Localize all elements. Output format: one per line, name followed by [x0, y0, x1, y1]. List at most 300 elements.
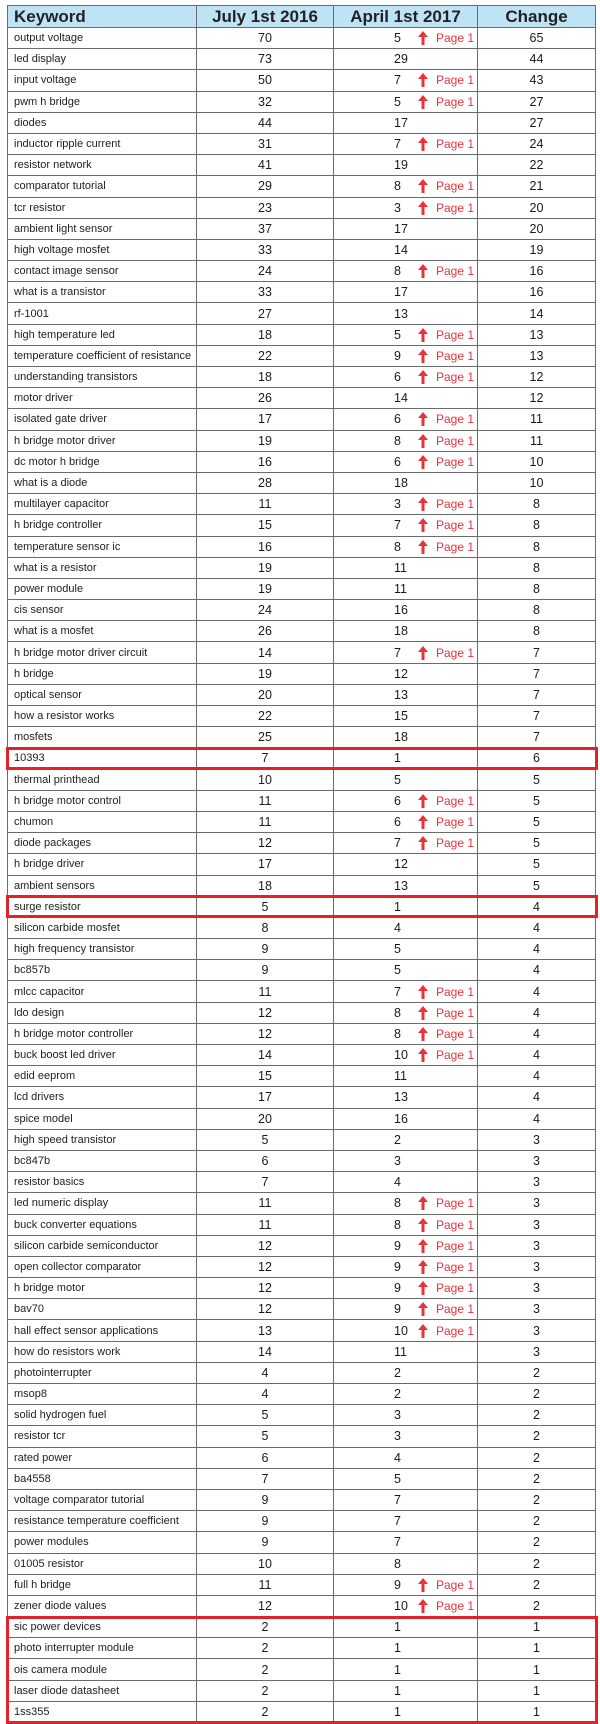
keyword-cell: h bridge controller	[8, 515, 197, 536]
keyword-cell: pwm h bridge	[8, 91, 197, 112]
july-2016-rank-cell: 11	[197, 494, 334, 515]
change-cell: 5	[478, 769, 596, 790]
april-2017-rank-cell	[334, 367, 478, 388]
page1-badge-label: Page 1	[436, 1281, 475, 1296]
up-arrow-icon	[418, 31, 428, 45]
change-cell: 2	[478, 1405, 596, 1426]
april-2017-rank-value: 8	[394, 539, 401, 554]
april-2017-rank-value: 2	[394, 1387, 401, 1402]
april-2017-rank-value: 17	[394, 285, 408, 300]
april-2017-rank-cell	[334, 1384, 478, 1405]
header-change: Change	[478, 6, 596, 28]
july-2016-rank-cell: 19	[197, 430, 334, 451]
july-2016-rank-cell: 7	[197, 748, 334, 769]
table-row	[8, 515, 596, 536]
change-cell: 8	[478, 536, 596, 557]
table-row	[8, 70, 596, 91]
april-2017-rank-value: 18	[394, 476, 408, 491]
change-cell: 3	[478, 1278, 596, 1299]
page1-badge	[418, 1006, 474, 1020]
keyword-cell: ambient light sensor	[8, 218, 197, 239]
table-row	[8, 49, 596, 70]
table-row	[8, 663, 596, 684]
table-row	[8, 388, 596, 409]
table-row	[8, 917, 596, 938]
table-body	[8, 28, 596, 1723]
july-2016-rank-cell: 2	[197, 1638, 334, 1659]
july-2016-rank-cell: 22	[197, 345, 334, 366]
page1-badge-label: Page 1	[436, 1302, 475, 1317]
april-2017-rank-value: 9	[394, 1577, 401, 1592]
change-cell: 2	[478, 1489, 596, 1510]
april-2017-rank-cell	[334, 727, 478, 748]
april-2017-rank-value: 6	[394, 370, 401, 385]
table-row	[8, 197, 596, 218]
change-cell: 5	[478, 811, 596, 832]
keyword-cell: spice model	[8, 1108, 197, 1129]
april-2017-rank-cell	[334, 896, 478, 917]
up-arrow-icon	[418, 1218, 428, 1232]
april-2017-rank-value: 6	[394, 815, 401, 830]
change-cell: 2	[478, 1511, 596, 1532]
july-2016-rank-cell: 11	[197, 1574, 334, 1595]
april-2017-rank-cell	[334, 388, 478, 409]
july-2016-rank-cell: 2	[197, 1701, 334, 1722]
april-2017-rank-cell	[334, 1680, 478, 1701]
april-2017-rank-cell	[334, 833, 478, 854]
july-2016-rank-cell: 27	[197, 303, 334, 324]
table-row	[8, 1002, 596, 1023]
april-2017-rank-cell	[334, 706, 478, 727]
july-2016-rank-cell: 12	[197, 1002, 334, 1023]
keyword-cell: how do resistors work	[8, 1341, 197, 1362]
change-cell: 2	[478, 1553, 596, 1574]
july-2016-rank-cell: 23	[197, 197, 334, 218]
up-arrow-icon	[418, 434, 428, 448]
april-2017-rank-value: 7	[394, 137, 401, 152]
change-cell: 43	[478, 70, 596, 91]
page1-badge	[418, 31, 474, 45]
change-cell: 1	[478, 1701, 596, 1722]
keyword-cell: contact image sensor	[8, 261, 197, 282]
table-row	[8, 896, 596, 917]
keyword-cell: h bridge motor driver	[8, 430, 197, 451]
page1-badge	[418, 434, 474, 448]
july-2016-rank-cell: 20	[197, 684, 334, 705]
july-2016-rank-cell: 50	[197, 70, 334, 91]
keyword-cell: what is a resistor	[8, 557, 197, 578]
table-row	[8, 600, 596, 621]
april-2017-rank-cell	[334, 1087, 478, 1108]
change-cell: 65	[478, 28, 596, 49]
change-cell: 5	[478, 854, 596, 875]
april-2017-rank-value: 13	[394, 878, 408, 893]
table-row	[8, 854, 596, 875]
april-2017-rank-cell	[334, 600, 478, 621]
april-2017-rank-cell	[334, 1172, 478, 1193]
change-cell: 7	[478, 727, 596, 748]
keyword-cell: bc847b	[8, 1150, 197, 1171]
change-cell: 2	[478, 1384, 596, 1405]
table-row	[8, 176, 596, 197]
april-2017-rank-cell	[334, 854, 478, 875]
april-2017-rank-value: 9	[394, 1281, 401, 1296]
up-arrow-icon	[418, 1260, 428, 1274]
page1-badge	[418, 1027, 474, 1041]
table-row	[8, 769, 596, 790]
table-row	[8, 261, 596, 282]
table-row	[8, 430, 596, 451]
april-2017-rank-cell	[334, 218, 478, 239]
april-2017-rank-cell	[334, 1108, 478, 1129]
table-row	[8, 282, 596, 303]
july-2016-rank-cell: 19	[197, 557, 334, 578]
keyword-cell: buck converter equations	[8, 1214, 197, 1235]
change-cell: 3	[478, 1129, 596, 1150]
page1-badge-label: Page 1	[436, 1217, 475, 1232]
change-cell: 22	[478, 155, 596, 176]
april-2017-rank-value: 6	[394, 793, 401, 808]
table-row	[8, 1553, 596, 1574]
up-arrow-icon	[418, 179, 428, 193]
change-cell: 2	[478, 1595, 596, 1616]
july-2016-rank-cell: 4	[197, 1384, 334, 1405]
keyword-cell: multilayer capacitor	[8, 494, 197, 515]
july-2016-rank-cell: 7	[197, 1172, 334, 1193]
april-2017-rank-cell	[334, 70, 478, 91]
change-cell: 8	[478, 621, 596, 642]
keyword-cell: ldo design	[8, 1002, 197, 1023]
table-row	[8, 642, 596, 663]
change-cell: 8	[478, 600, 596, 621]
up-arrow-icon	[418, 836, 428, 850]
change-cell: 7	[478, 642, 596, 663]
april-2017-rank-value: 8	[394, 179, 401, 194]
april-2017-rank-cell	[334, 1638, 478, 1659]
keyword-cell: full h bridge	[8, 1574, 197, 1595]
keyword-cell: rated power	[8, 1447, 197, 1468]
april-2017-rank-value: 8	[394, 1005, 401, 1020]
keyword-cell: ambient sensors	[8, 875, 197, 896]
table-row	[8, 1299, 596, 1320]
keyword-cell: diode packages	[8, 833, 197, 854]
july-2016-rank-cell: 12	[197, 1278, 334, 1299]
page1-badge-label: Page 1	[436, 370, 475, 385]
april-2017-rank-cell	[334, 1045, 478, 1066]
change-cell: 7	[478, 663, 596, 684]
keyword-cell: resistor basics	[8, 1172, 197, 1193]
july-2016-rank-cell: 24	[197, 600, 334, 621]
page1-badge-label: Page 1	[436, 1259, 475, 1274]
page1-badge	[418, 1260, 474, 1274]
table-row	[8, 536, 596, 557]
change-cell: 3	[478, 1193, 596, 1214]
table-row	[8, 218, 596, 239]
change-cell: 2	[478, 1447, 596, 1468]
july-2016-rank-cell: 12	[197, 1235, 334, 1256]
table-row	[8, 939, 596, 960]
july-2016-rank-cell: 11	[197, 981, 334, 1002]
change-cell: 4	[478, 1066, 596, 1087]
april-2017-rank-value: 5	[394, 327, 401, 342]
page1-badge-label: Page 1	[436, 433, 475, 448]
change-cell: 2	[478, 1532, 596, 1553]
change-cell: 14	[478, 303, 596, 324]
page1-badge-label: Page 1	[436, 348, 475, 363]
april-2017-rank-value: 29	[394, 52, 408, 67]
page1-badge	[418, 412, 474, 426]
table-row	[8, 494, 596, 515]
table-row	[8, 981, 596, 1002]
april-2017-rank-value: 16	[394, 603, 408, 618]
keyword-cell: cis sensor	[8, 600, 197, 621]
april-2017-rank-value: 3	[394, 1408, 401, 1423]
july-2016-rank-cell: 25	[197, 727, 334, 748]
april-2017-rank-value: 12	[394, 857, 408, 872]
july-2016-rank-cell: 9	[197, 1489, 334, 1510]
april-2017-rank-cell	[334, 1362, 478, 1383]
change-cell: 13	[478, 324, 596, 345]
page1-badge-label: Page 1	[436, 31, 475, 46]
april-2017-rank-value: 7	[394, 1493, 401, 1508]
change-cell: 2	[478, 1574, 596, 1595]
april-2017-rank-value: 2	[394, 1365, 401, 1380]
july-2016-rank-cell: 19	[197, 578, 334, 599]
change-cell: 16	[478, 261, 596, 282]
page1-badge	[418, 1218, 474, 1232]
change-cell: 1	[478, 1617, 596, 1638]
july-2016-rank-cell: 26	[197, 621, 334, 642]
table-row	[8, 409, 596, 430]
april-2017-rank-cell	[334, 790, 478, 811]
header-april-2017: April 1st 2017	[334, 6, 478, 28]
table-row	[8, 1129, 596, 1150]
table-row	[8, 1087, 596, 1108]
table-row	[8, 1045, 596, 1066]
header-july-2016: July 1st 2016	[197, 6, 334, 28]
april-2017-rank-value: 12	[394, 666, 408, 681]
table-row	[8, 1023, 596, 1044]
july-2016-rank-cell: 41	[197, 155, 334, 176]
april-2017-rank-value: 7	[394, 1535, 401, 1550]
july-2016-rank-cell: 5	[197, 1426, 334, 1447]
keyword-cell: resistor tcr	[8, 1426, 197, 1447]
up-arrow-icon	[418, 1302, 428, 1316]
change-cell: 13	[478, 345, 596, 366]
change-cell: 3	[478, 1214, 596, 1235]
july-2016-rank-cell: 12	[197, 1023, 334, 1044]
keyword-cell: inductor ripple current	[8, 133, 197, 154]
table-row	[8, 875, 596, 896]
change-cell: 2	[478, 1426, 596, 1447]
up-arrow-icon	[418, 455, 428, 469]
keyword-cell: what is a transistor	[8, 282, 197, 303]
july-2016-rank-cell: 12	[197, 1299, 334, 1320]
april-2017-rank-value: 1	[394, 1620, 401, 1635]
keyword-cell: zener diode values	[8, 1595, 197, 1616]
july-2016-rank-cell: 22	[197, 706, 334, 727]
keyword-cell: h bridge driver	[8, 854, 197, 875]
april-2017-rank-value: 8	[394, 1196, 401, 1211]
keyword-cell: chumon	[8, 811, 197, 832]
page1-badge-label: Page 1	[436, 793, 475, 808]
april-2017-rank-value: 8	[394, 1026, 401, 1041]
table-row	[8, 1489, 596, 1510]
july-2016-rank-cell: 9	[197, 960, 334, 981]
july-2016-rank-cell: 5	[197, 1129, 334, 1150]
july-2016-rank-cell: 19	[197, 663, 334, 684]
table-row	[8, 1320, 596, 1341]
april-2017-rank-value: 13	[394, 687, 408, 702]
april-2017-rank-value: 7	[394, 645, 401, 660]
table-row	[8, 155, 596, 176]
table-row	[8, 811, 596, 832]
april-2017-rank-value: 13	[394, 306, 408, 321]
up-arrow-icon	[418, 985, 428, 999]
table-row	[8, 748, 596, 769]
keyword-cell: hall effect sensor applications	[8, 1320, 197, 1341]
keyword-cell: how a resistor works	[8, 706, 197, 727]
july-2016-rank-cell: 8	[197, 917, 334, 938]
july-2016-rank-cell: 9	[197, 1511, 334, 1532]
up-arrow-icon	[418, 1324, 428, 1338]
april-2017-rank-cell	[334, 684, 478, 705]
change-cell: 2	[478, 1468, 596, 1489]
change-cell: 20	[478, 218, 596, 239]
table-row	[8, 790, 596, 811]
change-cell: 24	[478, 133, 596, 154]
table-row	[8, 1172, 596, 1193]
april-2017-rank-value: 16	[394, 1111, 408, 1126]
table-row	[8, 1278, 596, 1299]
april-2017-rank-cell	[334, 1002, 478, 1023]
change-cell: 12	[478, 367, 596, 388]
keyword-cell: temperature sensor ic	[8, 536, 197, 557]
april-2017-rank-cell	[334, 133, 478, 154]
table-row	[8, 1701, 596, 1722]
april-2017-rank-cell	[334, 1129, 478, 1150]
up-arrow-icon	[418, 328, 428, 342]
april-2017-rank-cell	[334, 917, 478, 938]
april-2017-rank-value: 19	[394, 158, 408, 173]
change-cell: 3	[478, 1341, 596, 1362]
keyword-cell: tcr resistor	[8, 197, 197, 218]
april-2017-rank-value: 7	[394, 518, 401, 533]
july-2016-rank-cell: 6	[197, 1150, 334, 1171]
change-cell: 4	[478, 1045, 596, 1066]
july-2016-rank-cell: 9	[197, 939, 334, 960]
april-2017-rank-cell	[334, 1595, 478, 1616]
april-2017-rank-value: 7	[394, 1514, 401, 1529]
april-2017-rank-value: 17	[394, 221, 408, 236]
table-row	[8, 133, 596, 154]
change-cell: 4	[478, 1002, 596, 1023]
change-cell: 16	[478, 282, 596, 303]
page1-badge-label: Page 1	[436, 497, 475, 512]
table-row	[8, 1511, 596, 1532]
change-cell: 1	[478, 1659, 596, 1680]
change-cell: 2	[478, 1362, 596, 1383]
april-2017-rank-cell	[334, 1574, 478, 1595]
change-cell: 1	[478, 1638, 596, 1659]
table-row	[8, 303, 596, 324]
july-2016-rank-cell: 32	[197, 91, 334, 112]
keyword-cell: solid hydrogen fuel	[8, 1405, 197, 1426]
page1-badge	[418, 328, 474, 342]
july-2016-rank-cell: 70	[197, 28, 334, 49]
change-cell: 4	[478, 1023, 596, 1044]
july-2016-rank-cell: 12	[197, 1256, 334, 1277]
change-cell: 8	[478, 578, 596, 599]
page1-badge	[418, 1599, 474, 1613]
july-2016-rank-cell: 14	[197, 1045, 334, 1066]
april-2017-rank-value: 5	[394, 1471, 401, 1486]
april-2017-rank-cell	[334, 1320, 478, 1341]
july-2016-rank-cell: 5	[197, 896, 334, 917]
keyword-cell: isolated gate driver	[8, 409, 197, 430]
page1-badge	[418, 540, 474, 554]
table-row	[8, 28, 596, 49]
change-cell: 4	[478, 939, 596, 960]
keyword-cell: silicon carbide mosfet	[8, 917, 197, 938]
page1-badge	[418, 179, 474, 193]
april-2017-rank-value: 3	[394, 1154, 401, 1169]
april-2017-rank-value: 8	[394, 264, 401, 279]
april-2017-rank-cell	[334, 494, 478, 515]
page1-badge	[418, 1578, 474, 1592]
page1-badge	[418, 1281, 474, 1295]
april-2017-rank-value: 9	[394, 1302, 401, 1317]
keyword-cell: mosfets	[8, 727, 197, 748]
april-2017-rank-value: 15	[394, 709, 408, 724]
july-2016-rank-cell: 44	[197, 112, 334, 133]
keyword-cell: mlcc capacitor	[8, 981, 197, 1002]
table-row	[8, 239, 596, 260]
april-2017-rank-value: 1	[394, 1641, 401, 1656]
table-row	[8, 1680, 596, 1701]
july-2016-rank-cell: 7	[197, 1468, 334, 1489]
keyword-cell: lcd drivers	[8, 1087, 197, 1108]
april-2017-rank-value: 1	[394, 1662, 401, 1677]
keyword-cell: thermal printhead	[8, 769, 197, 790]
april-2017-rank-value: 11	[394, 560, 407, 575]
april-2017-rank-cell	[334, 1532, 478, 1553]
page1-badge	[418, 815, 474, 829]
change-cell: 8	[478, 557, 596, 578]
keyword-cell: ba4558	[8, 1468, 197, 1489]
april-2017-rank-value: 17	[394, 115, 408, 130]
july-2016-rank-cell: 33	[197, 282, 334, 303]
april-2017-rank-cell	[334, 1278, 478, 1299]
april-2017-rank-value: 11	[394, 581, 407, 596]
april-2017-rank-cell	[334, 303, 478, 324]
july-2016-rank-cell: 11	[197, 790, 334, 811]
table-row	[8, 451, 596, 472]
page1-badge-label: Page 1	[436, 1026, 475, 1041]
change-cell: 12	[478, 388, 596, 409]
july-2016-rank-cell: 14	[197, 1341, 334, 1362]
table-row	[8, 833, 596, 854]
keyword-cell: input voltage	[8, 70, 197, 91]
change-cell: 11	[478, 430, 596, 451]
table-row	[8, 1256, 596, 1277]
april-2017-rank-value: 8	[394, 1217, 401, 1232]
april-2017-rank-value: 11	[394, 1069, 407, 1084]
page1-badge-label: Page 1	[436, 264, 475, 279]
page1-badge	[418, 646, 474, 660]
table-row	[8, 112, 596, 133]
april-2017-rank-value: 5	[394, 772, 401, 787]
